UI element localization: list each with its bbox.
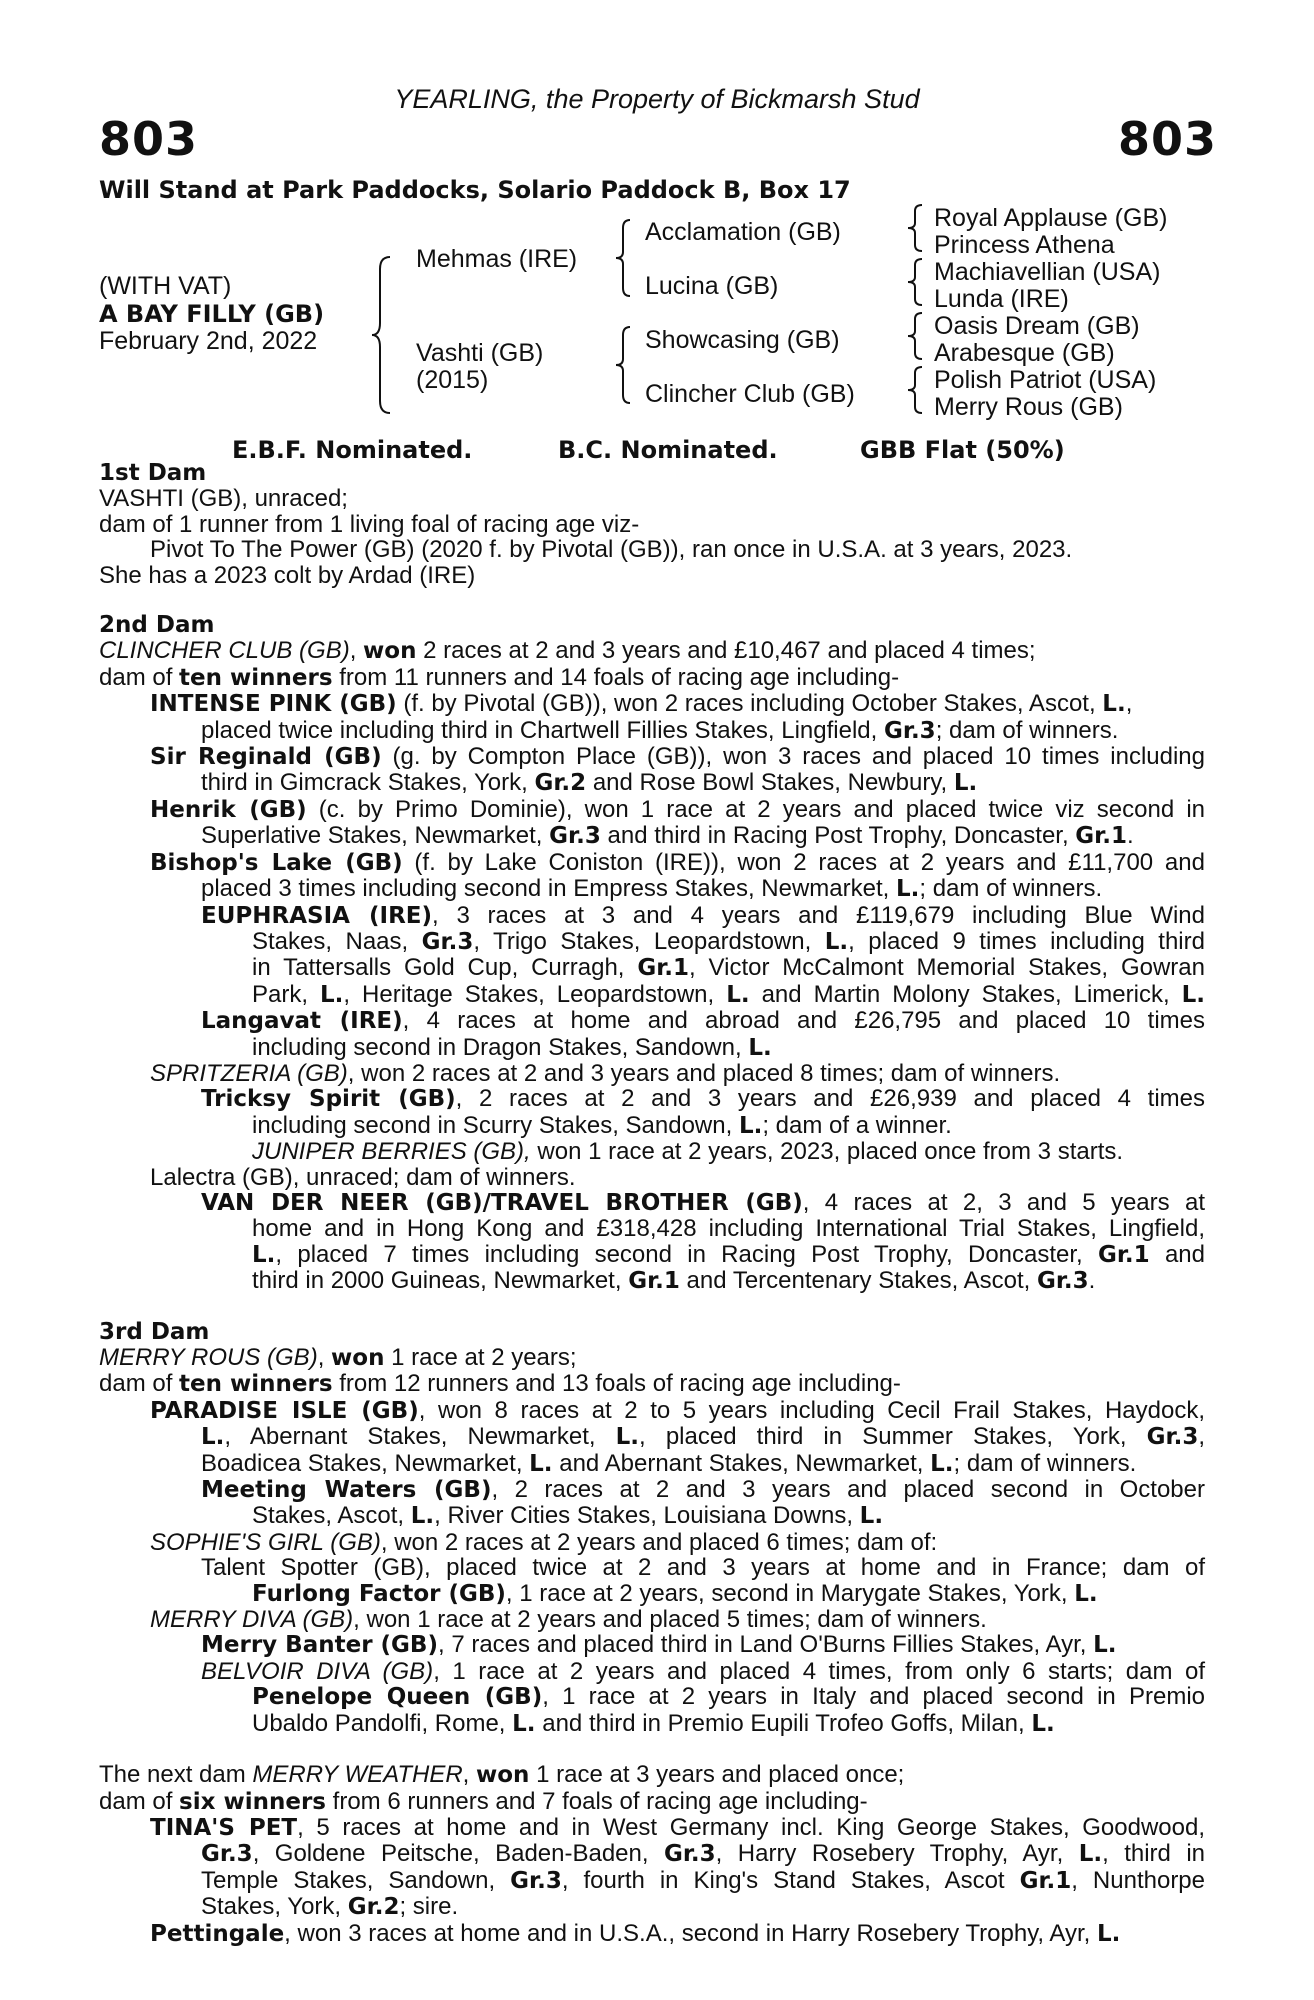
progeny-entry-cont: in Tattersalls Gold Cup, Curragh, Gr.1, Victor McCalmont Memorial Stakes, Gowran xyxy=(252,954,1205,982)
progeny-entry: Bishop's Lake (GB) (f. by Lake Coniston (IRE)), won 2 races at 2 years and £11,700 and xyxy=(150,848,1205,876)
ebf-nomination: E.B.F. Nominated. xyxy=(232,436,473,464)
progeny-entry: SOPHIE'S GIRL (GB), won 2 races at 2 years and placed 6 times; dam of: xyxy=(150,1528,938,1556)
dam-sire-name: Showcasing (GB) xyxy=(645,326,840,354)
progeny-entry-cont: placed 3 times including second in Empress Stakes, Newmarket, L.; dam of winners. xyxy=(201,875,1103,903)
progeny-entry-cont: Boadicea Stakes, Newmarket, L. and Abernant Stakes, Newmarket, L.; dam of winners. xyxy=(201,1449,1137,1477)
progeny-entry: Lalectra (GB), unraced; dam of winners. xyxy=(150,1163,576,1191)
gen3-polish-patriot: Polish Patriot (USA) xyxy=(934,366,1157,394)
dam-year: (2015) xyxy=(416,366,489,394)
stand-location: Will Stand at Park Paddocks, Solario Paddock B, Box 17 xyxy=(99,176,851,204)
progeny-entry-cont: Stakes, Ascot, L., River Cities Stakes, Louisiana Downs, L. xyxy=(252,1502,884,1530)
first-dam-line: dam of 1 runner from 1 living foal of racing age viz- xyxy=(99,510,640,538)
gbb-nomination: GBB Flat (50%) xyxy=(860,436,1065,464)
gen3-arabesque: Arabesque (GB) xyxy=(934,339,1115,367)
progeny-entry: Merry Banter (GB), 7 races and placed third in Land O'Burns Fillies Stakes, Ayr, L. xyxy=(201,1631,1117,1659)
progeny-entry-cont: Gr.3, Goldene Peitsche, Baden-Baden, Gr.3, Harry Rosebery Trophy, Ayr, L., third in xyxy=(201,1840,1205,1868)
progeny-entry-cont: L., placed 7 times including second in Racing Post Trophy, Doncaster, Gr.1 and xyxy=(252,1240,1205,1268)
progeny-entry: PARADISE ISLE (GB), won 8 races at 2 to 5 years including Cecil Frail Stakes, Haydock, xyxy=(150,1396,1206,1424)
gen3-princess-athena: Princess Athena xyxy=(934,231,1115,259)
lot-title: YEARLING, the Property of Bickmarsh Stud xyxy=(394,84,920,114)
dam-name: Vashti (GB) xyxy=(416,339,544,367)
progeny-entry: MERRY DIVA (GB), won 1 race at 2 years and placed 5 times; dam of winners. xyxy=(150,1606,987,1634)
progeny-entry-cont: Furlong Factor (GB), 1 race at 2 years, second in Marygate Stakes, York, L. xyxy=(252,1579,1098,1607)
second-dam-line: dam of ten winners from 11 runners and 14 foals of racing age including- xyxy=(99,663,900,691)
progeny-entry-cont: third in 2000 Guineas, Newmarket, Gr.1 and Tercentenary Stakes, Ascot, Gr.3. xyxy=(252,1267,1096,1295)
first-dam-heading: 1st Dam xyxy=(99,460,207,486)
progeny-entry-cont: including second in Scurry Stakes, Sandown, L.; dam of a winner. xyxy=(252,1111,952,1139)
first-dam-line: She has a 2023 colt by Ardad (IRE) xyxy=(99,561,476,589)
progeny-entry: EUPHRASIA (IRE), 3 races at 3 and 4 years and £119,679 including Blue Wind xyxy=(201,901,1205,929)
next-dam-line: The next dam MERRY WEATHER, won 1 race at 3 years and placed once; xyxy=(99,1761,905,1789)
progeny-entry-cont: Ubaldo Pandolfi, Rome, L. and third in Premio Eupili Trofeo Goffs, Milan, L. xyxy=(252,1709,1055,1737)
progeny-entry-cont: Superlative Stakes, Newmarket, Gr.3 and third in Racing Post Trophy, Doncaster, Gr.1. xyxy=(201,822,1134,850)
next-dam-line: dam of six winners from 6 runners and 7 foals of racing age including- xyxy=(99,1787,868,1815)
progeny-entry-cont: Stakes, Naas, Gr.3, Trigo Stakes, Leopardstown, L., placed 9 times including third xyxy=(252,927,1205,955)
progeny-entry: Tricksy Spirit (GB), 2 races at 2 and 3 years and £26,939 and placed 4 times xyxy=(201,1085,1206,1113)
progeny-entry: Sir Reginald (GB) (g. by Compton Place (GB)), won 3 races and placed 10 times including xyxy=(150,743,1206,771)
brace-gen3-3 xyxy=(906,311,926,361)
bc-nomination: B.C. Nominated. xyxy=(558,436,778,464)
progeny-entry: TINA'S PET, 5 races at home and in West Germany incl. King George Stakes, Goodwood, xyxy=(150,1813,1205,1841)
progeny-entry: Meeting Waters (GB), 2 races at 2 and 3 years and placed second in October xyxy=(201,1476,1205,1504)
brace-gen2-sire xyxy=(614,218,634,298)
progeny-entry: Talent Spotter (GB), placed twice at 2 and 3 years at home and in France; dam of xyxy=(201,1554,1205,1582)
progeny-entry-cont: third in Gimcrack Stakes, York, Gr.2 and Rose Bowl Stakes, Newbury, L. xyxy=(201,769,978,797)
sire-sire-name: Acclamation (GB) xyxy=(645,218,841,246)
third-dam-heading: 3rd Dam xyxy=(99,1318,210,1345)
sire-dam-name: Lucina (GB) xyxy=(645,272,779,300)
progeny-entry: BELVOIR DIVA (GB), 1 race at 2 years and placed 4 times, from only 6 starts; dam of xyxy=(201,1657,1205,1685)
progeny-entry: INTENSE PINK (GB) (f. by Pivotal (GB)), won 2 races including October Stakes, Ascot, L., xyxy=(150,690,1133,718)
progeny-entry: Pettingale, won 3 races at home and in U.S.A., second in Harry Rosebery Trophy, Ayr, L. xyxy=(150,1919,1121,1947)
dam-dam-name: Clincher Club (GB) xyxy=(645,380,855,408)
second-dam-heading: 2nd Dam xyxy=(99,612,215,639)
gen3-oasis-dream: Oasis Dream (GB) xyxy=(934,312,1140,340)
brace-gen3-2 xyxy=(906,257,926,307)
second-dam-line: CLINCHER CLUB (GB), won 2 races at 2 and 3 years and £10,467 and placed 4 times; xyxy=(99,637,1036,665)
third-dam-line: MERRY ROUS (GB), won 1 race at 2 years; xyxy=(99,1344,577,1371)
pedigree-notes xyxy=(99,461,1205,1947)
progeny-entry-cont: home and in Hong Kong and £318,428 including International Trial Stakes, Lingfield, xyxy=(252,1215,1205,1243)
progeny-entry-cont: L., Abernant Stakes, Newmarket, L., placed third in Summer Stakes, York, Gr.3, xyxy=(201,1423,1205,1451)
progeny-entry-cont: Temple Stakes, Sandown, Gr.3, fourth in King's Stand Stakes, Ascot Gr.1, Nunthorpe xyxy=(201,1866,1206,1894)
gen3-lunda: Lunda (IRE) xyxy=(934,285,1069,313)
foaling-date: February 2nd, 2022 xyxy=(99,327,318,355)
progeny-entry-cont: Stakes, York, Gr.2; sire. xyxy=(201,1893,459,1921)
progeny-entry-cont: including second in Dragon Stakes, Sandown, L. xyxy=(252,1033,772,1061)
progeny-entry-cont: placed twice including third in Chartwell Fillies Stakes, Lingfield, Gr.3; dam of winners. xyxy=(201,716,1119,744)
sire-name: Mehmas (IRE) xyxy=(416,245,578,273)
progeny-entry: Langavat (IRE), 4 races at home and abroad and £26,795 and placed 10 times xyxy=(201,1007,1205,1035)
vat-note: (WITH VAT) xyxy=(99,272,232,300)
progeny-entry: SPRITZERIA (GB), won 2 races at 2 and 3 years and placed 8 times; dam of winners. xyxy=(150,1059,1061,1087)
brace-gen2-dam xyxy=(614,325,634,405)
gen3-machiavellian: Machiavellian (USA) xyxy=(934,258,1161,286)
lot-number-right: 803 xyxy=(1118,112,1218,166)
first-dam-line: VASHTI (GB), unraced; xyxy=(99,485,348,513)
brace-gen3-1 xyxy=(906,203,926,253)
progeny-entry: JUNIPER BERRIES (GB), won 1 race at 2 years, 2023, placed once from 3 starts. xyxy=(252,1138,1124,1166)
progeny-entry: VAN DER NEER (GB)/TRAVEL BROTHER (GB), 4 races at 2, 3 and 5 years at xyxy=(201,1188,1206,1216)
first-dam-line: Pivot To The Power (GB) (2020 f. by Pivotal (GB)), ran once in U.S.A. at 3 years, 2023. xyxy=(150,536,1073,564)
gen3-merry-rous: Merry Rous (GB) xyxy=(934,393,1123,421)
brace-gen1 xyxy=(370,255,396,415)
progeny-entry: Penelope Queen (GB), 1 race at 2 years in Italy and placed second in Premio xyxy=(252,1683,1205,1711)
brace-gen3-4 xyxy=(906,365,926,415)
third-dam-line: dam of ten winners from 12 runners and 13 foals of racing age including- xyxy=(99,1370,901,1398)
progeny-entry-cont: Park, L., Heritage Stakes, Leopardstown, L. and Martin Molony Stakes, Limerick, L. xyxy=(252,980,1205,1008)
progeny-entry: Henrik (GB) (c. by Primo Dominie), won 1 race at 2 years and placed twice viz second in xyxy=(150,795,1205,823)
lot-number-left: 803 xyxy=(99,112,199,166)
gen3-royal-applause: Royal Applause (GB) xyxy=(934,204,1168,232)
subject-name: A BAY FILLY (GB) xyxy=(99,300,325,328)
